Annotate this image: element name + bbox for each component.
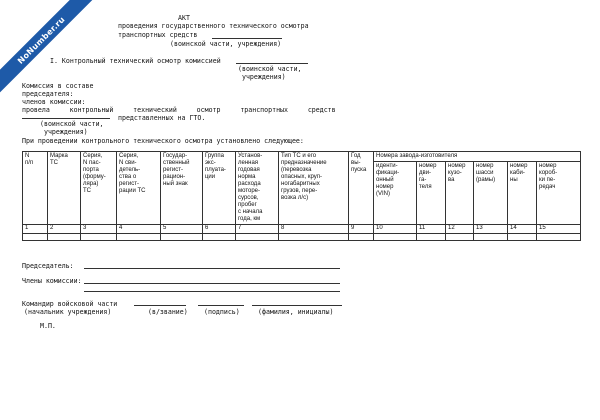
commission-fill-line <box>236 63 308 64</box>
footer-members-label: Члены комиссии: <box>22 277 82 285</box>
presented-text: представленных на ГТО. <box>118 114 206 122</box>
commander-label: Командир войсковой части <box>22 300 118 308</box>
column-header: Серия, N пас- порта (форму- ляра) ТС <box>81 152 117 225</box>
watermark-text: NoNumber.ru <box>15 14 67 66</box>
column-number: 12 <box>446 225 474 234</box>
members-sign-line-2 <box>84 291 340 292</box>
column-number: 8 <box>279 225 349 234</box>
column-number: 5 <box>161 225 203 234</box>
column-header: Серия, N сви- детель- ства о регист- рации ТС <box>117 152 161 225</box>
name-caption: (фамилия, инициалы) <box>258 308 334 316</box>
column-header: номер дви- га- теля <box>417 162 446 225</box>
signature-line <box>198 305 244 306</box>
column-number: 3 <box>81 225 117 234</box>
column-number: 4 <box>117 225 161 234</box>
act-title-line2: проведения государственного технического осмотра <box>118 22 309 30</box>
column-number: 10 <box>374 225 417 234</box>
signature-caption: (подпись) <box>204 308 240 316</box>
column-header: Марка ТС <box>48 152 81 225</box>
column-number: 1 <box>23 225 48 234</box>
column-header: номер каби- ны <box>508 162 537 225</box>
composition-label: Комиссия в составе <box>22 82 94 90</box>
act-subtitle: (воинской части, учреждения) <box>170 40 282 48</box>
column-number: 15 <box>537 225 581 234</box>
conducted-text: провела контрольный технический осмотр транспортных средств <box>22 106 336 114</box>
members-sign-line <box>84 283 340 284</box>
column-number: 13 <box>474 225 508 234</box>
result-text: При проведении контрольного технического осмотра установлено следующее: <box>22 137 304 145</box>
chairman-label: председателя: <box>22 90 74 98</box>
column-header: Год вы- пуска <box>349 152 374 225</box>
commission-line: I. Контрольный технический осмотр комиссией <box>50 57 221 65</box>
chairman-sign-line <box>84 268 340 269</box>
column-number: 14 <box>508 225 537 234</box>
column-header: номер кузо- ва <box>446 162 474 225</box>
table-header-row <box>23 152 581 162</box>
name-line <box>252 305 342 306</box>
group-header: Номера завода-изготовителя <box>374 152 581 162</box>
table-number-row <box>23 225 581 234</box>
column-number: 9 <box>349 225 374 234</box>
act-title: АКТ <box>178 14 190 22</box>
column-number: 6 <box>203 225 236 234</box>
footer-chairman-label: Председатель: <box>22 262 74 270</box>
unit-fill-line <box>212 38 282 39</box>
rank-line <box>134 305 186 306</box>
column-number: 11 <box>417 225 446 234</box>
members-label: членов комиссии: <box>22 98 86 106</box>
column-header: номер шасси (рамы) <box>474 162 508 225</box>
rank-caption: (в/звание) <box>148 308 188 316</box>
commander-sub: (начальник учреждения) <box>24 308 112 316</box>
column-header: Установ- ленная годовая норма расхода моторе- сурсов, пробег с начала года, км <box>236 152 279 225</box>
vehicles-table <box>22 151 581 241</box>
column-number: 7 <box>236 225 279 234</box>
commission-sub: (воинской части, учреждения) <box>238 65 302 81</box>
seal-mark: М.П. <box>40 322 56 330</box>
column-header: Группа экс- плуата- ции <box>203 152 236 225</box>
column-header: иденти- фикаци- онный номер (VIN) <box>374 162 417 225</box>
column-header: Тип ТС и его предназначение (перевозка опасных, круп- ногабаритных грузов, пере- возка л/с) <box>279 152 349 225</box>
unit-sub: (воинской части, учреждения) <box>40 120 104 136</box>
column-header: Государ- ственный регист- рацион- ный знак <box>161 152 203 225</box>
column-header: номер короб- ки пе- редач <box>537 162 581 225</box>
unit-fill-line-2 <box>22 118 110 119</box>
table-row <box>23 234 581 241</box>
column-header: N п/п <box>23 152 48 225</box>
column-number: 2 <box>48 225 81 234</box>
act-title-line3: транспортных средств <box>118 31 198 39</box>
